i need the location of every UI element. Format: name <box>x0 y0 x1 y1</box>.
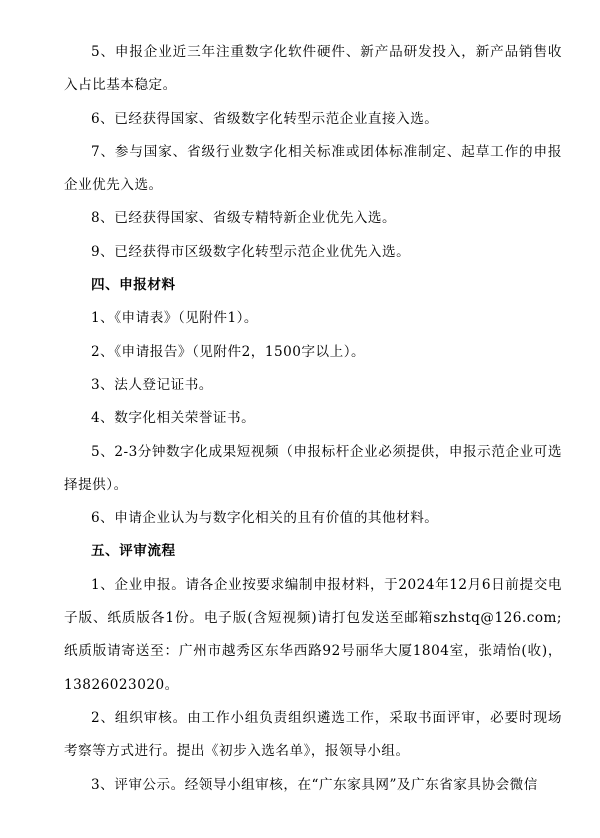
criterion-9: 9、已经获得市区级数字化转型示范企业优先入选。 <box>91 243 411 260</box>
document-body <box>64 36 562 802</box>
section-heading-review: 五、评审流程 <box>91 543 176 560</box>
material-5: 5、2-3分钟数字化成果短视频（申报标杆企业必须提供，申报示范企业可选择提供）。 <box>64 443 562 493</box>
review-step-1: 1、企业申报。请各企业按要求编制申报材料，于2024年12月6日前提交电子版、纸质版各1份。电子版(含短视频)请打包发送至邮箱szhstq@126.com;纸质版请寄送至：广州市越秀区东华西路92号丽华大厦1804室，张靖怡(收)，13826023020。 <box>64 576 562 693</box>
criterion-7: 7、参与国家、省级行业数字化相关标准或团体标准制定、起草工作的申报企业优先入选。 <box>64 143 562 194</box>
review-step-2: 2、组织审核。由工作小组负责组织遴选工作，采取书面评审，必要时现场考察等方式进行。提出《初步入选名单》，报领导小组。 <box>64 709 562 760</box>
material-2: 2、《申请报告》（见附件2，1500字以上）。 <box>91 343 366 360</box>
material-1: 1、《申请表》（见附件1）。 <box>91 310 259 327</box>
criterion-5: 5、申报企业近三年注重数字化软件硬件、新产品研发投入，新产品销售收入占比基本稳定。 <box>64 44 562 94</box>
criterion-8: 8、已经获得国家、省级专精特新企业优先入选。 <box>91 210 397 227</box>
section-heading-materials: 四、申报材料 <box>91 277 176 294</box>
material-4: 4、数字化相关荣誉证书。 <box>91 410 256 427</box>
material-3: 3、法人登记证书。 <box>91 376 213 393</box>
review-step-3: 3、评审公示。经领导小组审核，在“广东家具网”及广东省家具协会微信 <box>91 776 538 793</box>
material-6: 6、申请企业认为与数字化相关的且有价值的其他材料。 <box>91 510 439 527</box>
criterion-6: 6、已经获得国家、省级数字化转型示范企业直接入选。 <box>91 110 439 127</box>
